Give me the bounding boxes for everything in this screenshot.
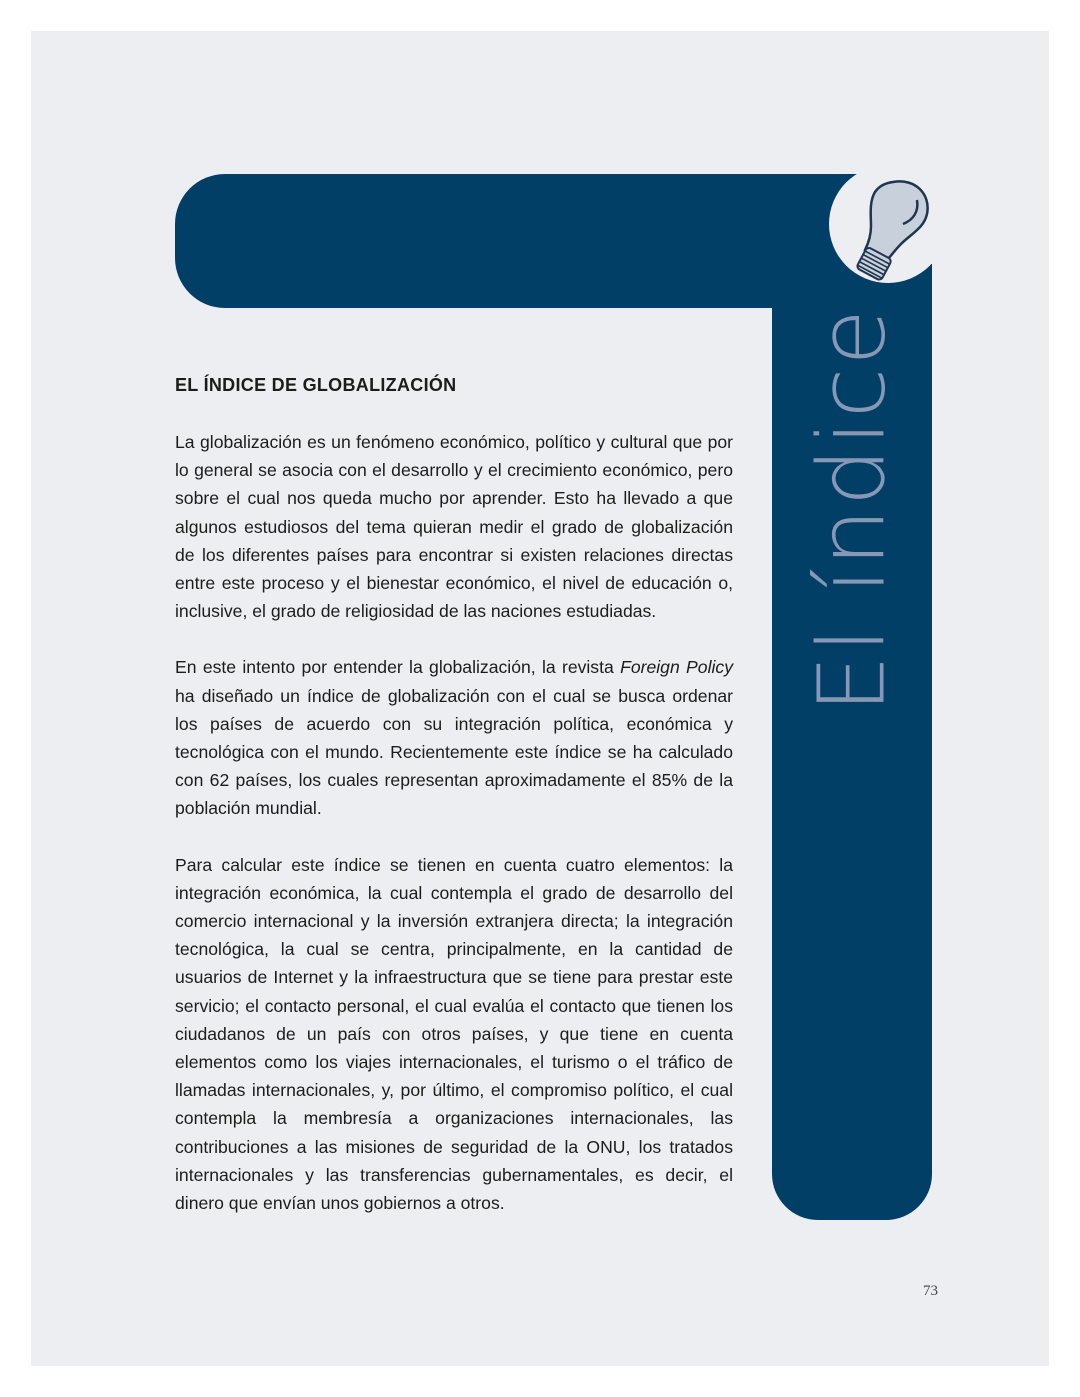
article-heading: EL ÍNDICE DE GLOBALIZACIÓN xyxy=(175,375,457,395)
paragraph-2-start: En este intento por entender la globalización, la revista xyxy=(175,657,621,678)
article xyxy=(175,370,733,1245)
paragraph-2-end: ha diseñado un índice de globalización con el cual se busca ordenar los países de acuerdo con su integración política, económica y tecnológica con el mundo. Recientemente este índice se ha calculado con 62 países, los cuales representan aproximadamente el 85% de la población mundial. xyxy=(175,685,733,819)
lightbulb-icon xyxy=(835,172,935,287)
paragraph-3: Para calcular este índice se tienen en cuenta cuatro elementos: la integración económica, la cual contempla el grado de desarrollo del comercio internacional y la inversión extranjera directa; la integración tecnológica, la cual se centra, principalmente, en la cantidad de usuarios de Internet y la infraestructura que se tiene para prestar este servicio; el contacto personal, el cual evalúa el contacto que tienen los ciudadanos de un país con otros países, y que tiene en cuenta elementos como los viajes internacionales, el turismo o el tráfico de llamadas internacionales, y, por último, el compromiso político, el cual contempla la membresía a organizaciones internacionales, las contribuciones a las misiones de seguridad de la ONU, los tratados internacionales y las transferencias gubernamentales, es decir, el dinero que envían unos gobiernos a otros. xyxy=(175,854,733,1214)
publication-name: Foreign Policy xyxy=(620,657,733,678)
page-number: 73 xyxy=(923,1283,938,1299)
side-title: El índice xyxy=(798,307,906,713)
paragraph-1: La globalización es un fenómeno económico, político y cultural que por lo general se asocia con el desarrollo y el crecimiento económico, pero sobre el cual nos queda mucho por aprender. Esto ha llevado a que algunos estudiosos del tema quieran medir el grado de globalización de los diferentes países para encontrar si existen relaciones directas entre este proceso y el bienestar económico, el nivel de educación o, inclusive, el grado de religiosidad de las naciones estudiadas. xyxy=(175,432,733,622)
side-title-container xyxy=(772,300,932,720)
paragraph-2 xyxy=(175,653,733,822)
